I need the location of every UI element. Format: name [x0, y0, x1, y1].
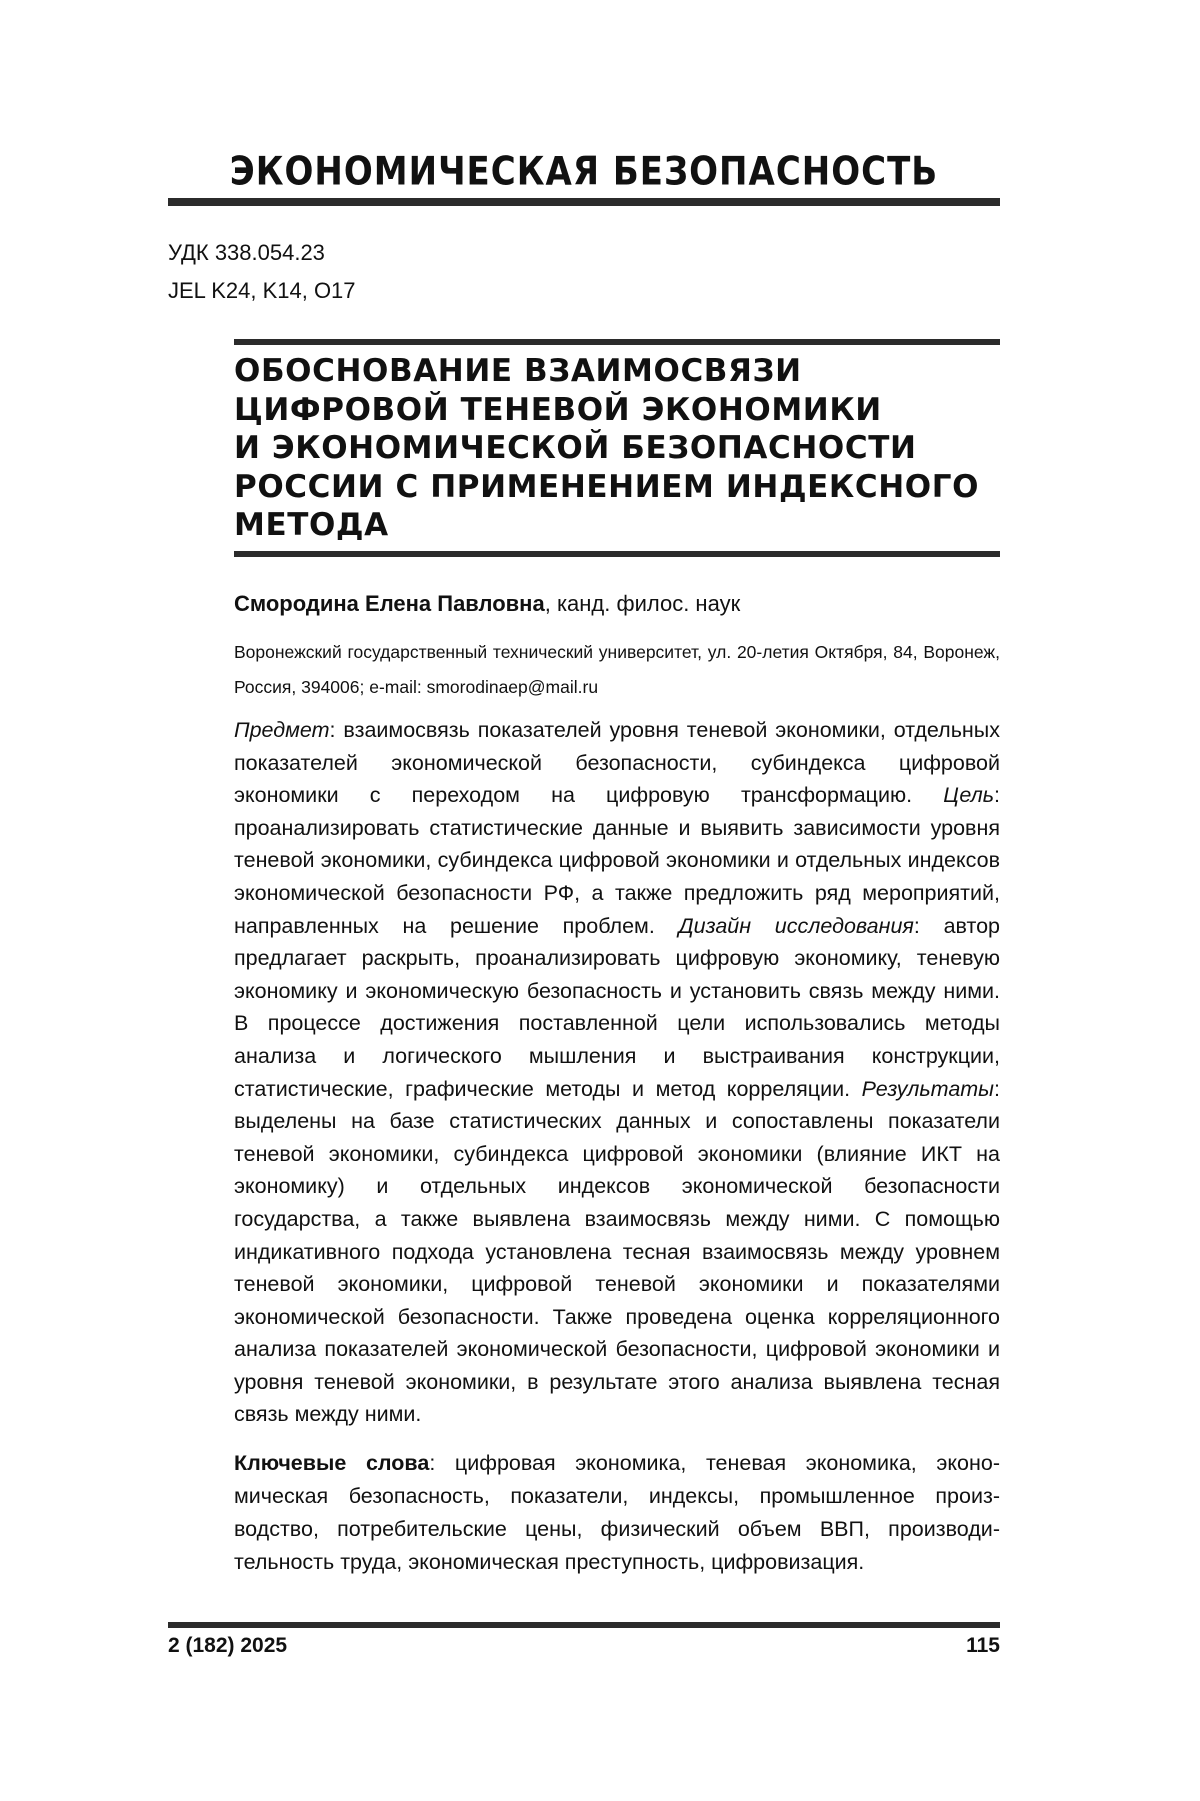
- keywords-label: Ключевые слова: [234, 1451, 429, 1475]
- abstract-text-subject: : взаимосвязь показателей уровня теневой экономики, от­дельных показателей экономической безопасности, субиндекса циф­ровой экономики с переходом на цифровую трансформацию.: [234, 718, 1000, 807]
- keywords: [234, 1447, 1000, 1579]
- abstract-text-results: : выделены на базе статистических данных и сопоставлены показатели теневой экономики, субиндекса цифровой экономики (влияние ИКТ на экономику) и отдельных индек­сов экономической безопасности государства, а также выявлена взаи­мосвязь между ними. С помощью индикативного подхода установлена тесная взаимосвязь между уровнем теневой экономики, цифровой те­невой экономики и показателями экономической безопасности. Также проведена оценка корреляционного анализа показателей экономиче­ской безопасности, цифровой экономики и уровня теневой экономики, в результате этого анализа выявлена тесная связь между ними.: [234, 1077, 1000, 1427]
- title-rule-top: [234, 339, 1000, 345]
- issue-number: 2 (182) 2025: [168, 1634, 287, 1658]
- title-line: ОБОСНОВАНИЕ ВЗАИМОСВЯЗИ: [234, 352, 1004, 391]
- title-line: И ЭКОНОМИЧЕСКОЙ БЕЗОПАСНОСТИ: [234, 429, 1004, 468]
- abstract: [234, 714, 1000, 1431]
- author-line: [234, 591, 740, 617]
- author-name: Смородина Елена Павловна: [234, 591, 545, 616]
- abstract-text-design: : автор предлагает раскрыть, проанализировать циф­ровую экономику, теневую экономику и экономическую безопасность и установить связь между ними. В процессе достижения поставлен­ной цели использовались методы анализа и логического мышления и выстраивания конструкции, статистические, графические методы и метод корреляции.: [234, 914, 1000, 1101]
- abstract-label-design: Дизайн исследования: [679, 914, 914, 938]
- abstract-label-goal: Цель: [943, 783, 994, 807]
- title-rule-bottom: [234, 551, 1000, 557]
- footer-rule: [168, 1622, 1000, 1628]
- section-title: ЭКОНОМИЧЕСКАЯ БЕЗОПАСНОСТЬ: [168, 149, 1000, 195]
- abstract-label-results: Результаты: [862, 1077, 994, 1101]
- title-line: ЦИФРОВОЙ ТЕНЕВОЙ ЭКОНОМИКИ: [234, 391, 1004, 430]
- author-degree: , канд. филос. наук: [545, 591, 740, 616]
- author-affiliation: Воронежский государственный технический университет, ул. 20-летия Октября, 84, Воронеж, Россия, 394006; e-mail: smorodinaep@mail.ru: [234, 635, 1000, 705]
- abstract-text-goal: : проанализировать статистические данные и выявить зависимости уровня теневой экономики, субиндекса цифровой экономики и от­дельных индексов экономической безопасности РФ, а также предло­жить ряд мероприятий, направленных на решение проблем.: [234, 783, 1000, 937]
- jel-codes: JEL K24, K14, O17: [168, 278, 356, 304]
- udk-code: УДК 338.054.23: [168, 240, 325, 266]
- title-line: МЕТОДА: [234, 506, 1004, 545]
- keywords-text: : цифровая экономика, теневая экономика, эконо­мическая безопасность, показатели, индексы, промышленное произ­водство, потребительские цены, физический объем ВВП, производи­тельность труда, экономическая преступность, цифровизация.: [234, 1451, 1000, 1574]
- title-line: РОССИИ С ПРИМЕНЕНИЕМ ИНДЕКСНОГО: [234, 468, 1004, 507]
- header-rule: [168, 198, 1000, 206]
- article-title: [234, 352, 1004, 545]
- page-number: 115: [966, 1634, 1000, 1658]
- abstract-label-subject: Предмет: [234, 718, 330, 742]
